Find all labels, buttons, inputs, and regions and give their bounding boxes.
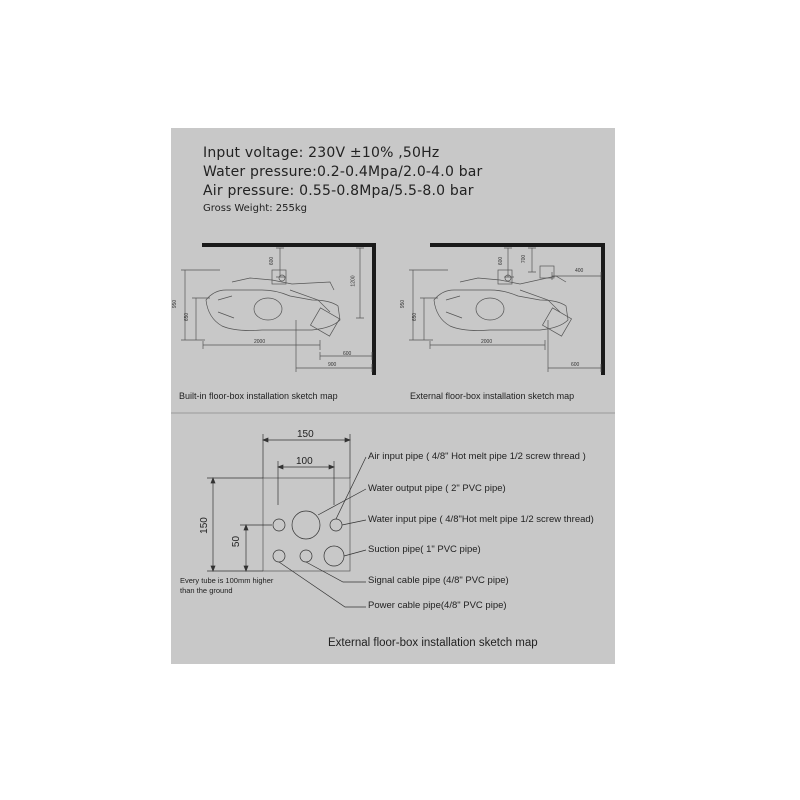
label-power-cable-pipe: Power cable pipe(4/8" PVC pipe) (368, 600, 507, 611)
left-dim-900: 900 (328, 362, 337, 368)
left-map-caption: Built-in floor-box installation sketch map (179, 391, 338, 401)
left-dim-600-bottom: 600 (343, 351, 352, 357)
right-dim-700: 700 (521, 254, 528, 264)
spec-water-pressure: Water pressure:0.2-0.4Mpa/2.0-4.0 bar (203, 164, 483, 180)
floorbox-map-title: External floor-box installation sketch map (328, 637, 538, 649)
left-dim-650: 650 (184, 312, 191, 322)
right-dim-2000: 2000 (481, 339, 493, 345)
label-air-input-pipe: Air input pipe ( 4/8" Hot melt pipe 1/2 screw thread ) (368, 451, 586, 462)
dim-150-vertical: 150 (198, 517, 210, 534)
left-dim-1200: 1200 (350, 275, 357, 287)
label-signal-cable-pipe: Signal cable pipe (4/8" PVC pipe) (368, 575, 509, 586)
right-dim-600-bottom: 600 (571, 362, 580, 368)
right-map-caption: External floor-box installation sketch map (410, 391, 575, 401)
left-dim-600-top: 600 (269, 256, 276, 266)
right-dim-950: 950 (400, 299, 407, 309)
spec-gross-weight: Gross Weight: 255kg (203, 203, 307, 214)
dim-50-vertical: 50 (231, 535, 243, 548)
left-dim-950: 950 (172, 299, 179, 309)
dim-150-horizontal: 150 (297, 429, 314, 440)
label-suction-pipe: Suction pipe( 1" PVC pipe) (368, 544, 481, 555)
spec-air-pressure: Air pressure: 0.55-0.8Mpa/5.5-8.0 bar (203, 183, 474, 199)
right-dim-600-top: 600 (498, 256, 505, 266)
label-water-input-pipe: Water input pipe ( 4/8"Hot melt pipe 1/2 screw thread) (368, 514, 594, 525)
height-note: Every tube is 100mm higher than the ground (180, 576, 274, 595)
dim-100-horizontal: 100 (296, 456, 313, 467)
right-installation-map (409, 243, 605, 375)
left-dim-2000: 2000 (254, 339, 266, 345)
right-dim-650: 650 (412, 312, 419, 322)
label-water-output-pipe: Water output pipe ( 2" PVC pipe) (368, 483, 506, 494)
right-dim-400: 400 (575, 268, 584, 274)
spec-voltage: Input voltage: 230V ±10% ,50Hz (203, 145, 440, 161)
